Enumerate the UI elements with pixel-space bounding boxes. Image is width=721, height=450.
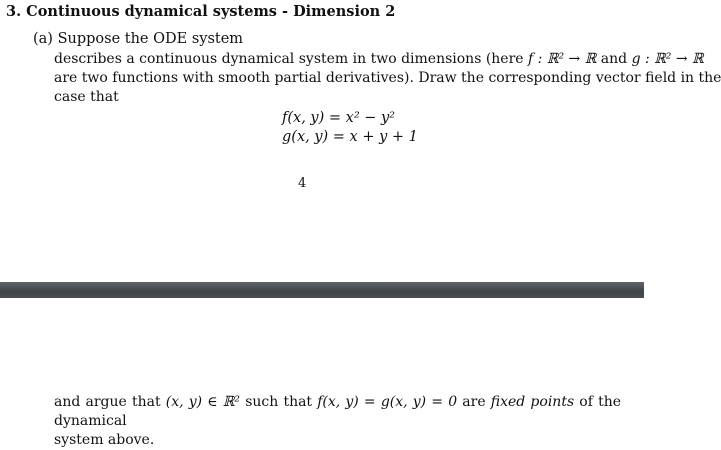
tail-condition: f(x, y) = g(x, y) = 0	[317, 394, 458, 410]
problem-heading: 3. Continuous dynamical systems - Dimension 2	[6, 3, 396, 20]
and-text: and	[596, 51, 632, 67]
f-map: f : ℝ² → ℝ	[528, 51, 597, 67]
page-number: 4	[298, 176, 307, 191]
g-map: g : ℝ² → ℝ	[631, 51, 704, 67]
part-a-line-1	[54, 50, 704, 69]
tail-pair: (x, y) ∈ ℝ²	[165, 394, 241, 410]
page-bottom	[0, 298, 644, 448]
tail-are: are	[457, 394, 491, 410]
part-a-paragraph	[54, 50, 721, 107]
part-a-line-2: are two functions with smooth partial derivatives). Draw the corresponding vector field in the	[54, 70, 721, 86]
part-a-line-1-text: describes a continuous dynamical system in two dimensions (here	[54, 51, 529, 67]
tail-paragraph	[54, 393, 621, 450]
tail-pre: and argue that	[54, 394, 166, 410]
page-separator	[0, 282, 644, 298]
part-a-line-3: case that	[54, 89, 119, 105]
fixed-points-term: fixed points	[490, 394, 575, 410]
tail-post-2: system above.	[54, 432, 155, 448]
equation-f: f(x, y) = x² − y²	[282, 110, 395, 126]
tail-mid: such that	[240, 394, 318, 410]
equation-g: g(x, y) = x + y + 1	[282, 129, 418, 145]
tail-post-1: of the dynamical	[54, 394, 621, 429]
part-a-label: (a) Suppose the ODE system	[33, 31, 244, 47]
